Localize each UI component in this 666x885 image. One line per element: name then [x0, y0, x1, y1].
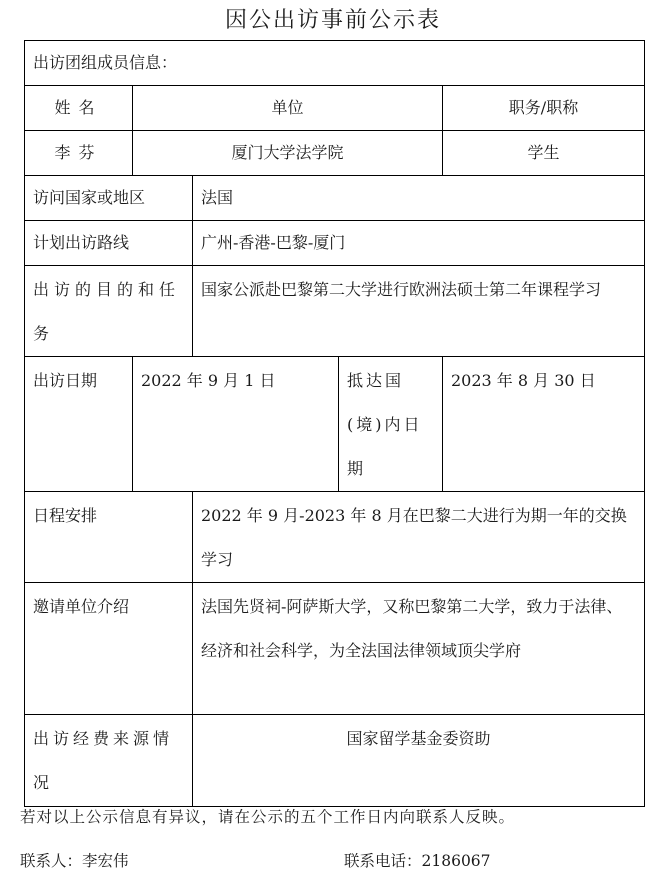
purpose-row	[25, 266, 645, 357]
route-label: 计划出访路线	[25, 221, 193, 266]
funding-label: 出访经费来源情况	[25, 715, 193, 807]
header-row	[25, 86, 645, 131]
member-unit: 厦门大学法学院	[133, 131, 443, 176]
invite-row	[25, 583, 645, 715]
invite-label: 邀请单位介绍	[25, 583, 193, 715]
country-row	[25, 176, 645, 221]
arrive-label: 抵达国(境)内日期	[339, 357, 443, 492]
member-row	[25, 131, 645, 176]
header-position: 职务/职称	[443, 86, 645, 131]
invite-value: 法国先贤祠-阿萨斯大学，又称巴黎第二大学，致力于法律、经济和社会科学，为全法国法律领域顶尖学府	[193, 583, 645, 715]
schedule-value: 2022 年 9 月-2023 年 8 月在巴黎二大进行为期一年的交换学习	[193, 492, 645, 583]
country-value: 法国	[193, 176, 645, 221]
dates-row	[25, 357, 645, 492]
funding-value: 国家留学基金委资助	[193, 715, 645, 807]
funding-row	[25, 715, 645, 807]
depart-value: 2022 年 9 月 1 日	[133, 357, 339, 492]
schedule-row	[25, 492, 645, 583]
schedule-label: 日程安排	[25, 492, 193, 583]
purpose-value: 国家公派赴巴黎第二大学进行欧洲法硕士第二年课程学习	[193, 266, 645, 357]
purpose-label: 出访的目的和任务	[25, 266, 193, 357]
members-label: 出访团组成员信息：	[25, 41, 645, 86]
contact-phone: 联系电话：2186067	[344, 852, 491, 870]
route-row	[25, 221, 645, 266]
member-position: 学生	[443, 131, 645, 176]
members-row	[25, 41, 645, 86]
member-name: 李芬	[25, 131, 133, 176]
page-title: 因公出访事前公示表	[224, 8, 441, 33]
header-name: 姓名	[25, 86, 133, 131]
country-label: 访问国家或地区	[25, 176, 193, 221]
route-value: 广州-香港-巴黎-厦门	[193, 221, 645, 266]
depart-label: 出访日期	[25, 357, 133, 492]
disclosure-table	[24, 40, 645, 807]
contact-person: 联系人：李宏伟	[20, 852, 129, 870]
objection-note: 若对以上公示信息有异议，请在公示的五个工作日内向联系人反映。	[20, 808, 516, 826]
header-unit: 单位	[133, 86, 443, 131]
arrive-value: 2023 年 8 月 30 日	[443, 357, 645, 492]
